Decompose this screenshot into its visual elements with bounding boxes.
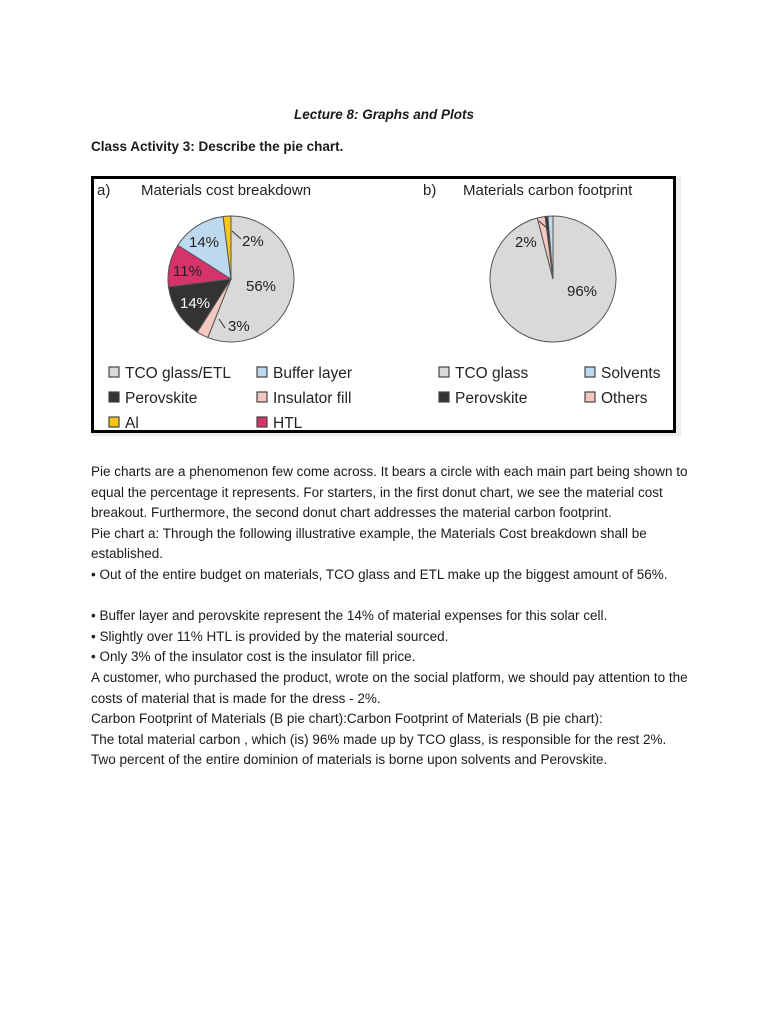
slice-label-buffer: 14% [189,234,220,251]
pie-b [490,216,616,342]
slice-label-insulator: 3% [228,318,250,335]
legend-label-insulator-fill: Insulator fill [273,390,352,407]
slice-label-perovskite: 14% [180,295,211,312]
paragraph: Pie chart a: Through the following illustrative example, the Materials Cost breakdown shall be established. [91,525,647,562]
slice-label-al: 2% [242,233,264,250]
slice-label-htl: 11% [173,263,202,280]
paragraph: The total material carbon , which (is) 96% made up by TCO glass, is responsible for the rest 2%. [91,731,667,747]
activity-heading: Class Activity 3: Describe the pie chart. [91,139,344,154]
panel-a-letter: a) [97,182,111,199]
legend-label-htl: HTL [273,415,303,432]
pie-charts-svg [91,176,681,436]
legend-swatch-tco-glass-etl [109,367,119,377]
panel-b-title: Materials carbon footprint [463,182,633,199]
body-text [91,462,691,771]
bullet-paragraph: • Only 3% of the insulator cost is the insulator fill price. [91,649,416,665]
legend-swatch-others [585,392,595,402]
legend-label-solvents: Solvents [601,365,661,382]
legend-label-al: Al [125,415,139,432]
legend-swatch-tco-glass [439,367,449,377]
paragraph: A customer, who purchased the product, wrote on the social platform, we should pay attention to the costs of material that is made for the dress - 2%. [91,669,688,706]
panel-a-title: Materials cost breakdown [141,182,312,199]
slice-label-tco: 56% [246,278,277,295]
legend-swatch-insulator-fill [257,392,267,402]
legend-swatch-solvents [585,367,595,377]
legend-swatch-perovskite-a [109,392,119,402]
legend-label-perovskite-b: Perovskite [455,390,528,407]
pie-charts-figure [91,176,681,436]
paragraph: Carbon Footprint of Materials (B pie chart):Carbon Footprint of Materials (B pie chart): [91,711,603,727]
legend-label-others: Others [601,390,648,407]
legend-label-tco-glass: TCO glass [455,365,529,382]
legend-label-perovskite-a: Perovskite [125,390,198,407]
panel-b-letter: b) [423,182,437,199]
paragraph: Two percent of the entire dominion of materials is borne upon solvents and Perovskite. [91,752,608,768]
page-title: Lecture 8: Graphs and Plots [293,107,475,122]
legend-swatch-htl [257,417,267,427]
legend-label-buffer-layer: Buffer layer [273,365,352,382]
legend-swatch-buffer-layer [257,367,267,377]
legend-swatch-al [109,417,119,427]
slice-label-tco-glass: 96% [567,283,598,300]
blank-line [91,586,691,607]
slice-label-others: 2% [515,234,537,251]
paragraph: Pie charts are a phenomenon few come across. It bears a circle with each main part being shown to equal the percentage it represents. For starters, in the first donut chart, we see the material cost breakout. Furthermore, the second donut chart addresses the material carbon footprint. [91,464,688,521]
legend-swatch-perovskite-b [439,392,449,402]
bullet-paragraph: • Buffer layer and perovskite represent the 14% of material expenses for this solar cell. [91,608,608,624]
bullet-paragraph: • Slightly over 11% HTL is provided by the material sourced. [91,628,449,644]
legend-label-tco-glass-etl: TCO glass/ETL [125,365,231,382]
bullet-paragraph: • Out of the entire budget on materials, TCO glass and ETL make up the biggest amount of 56%. [91,566,668,582]
